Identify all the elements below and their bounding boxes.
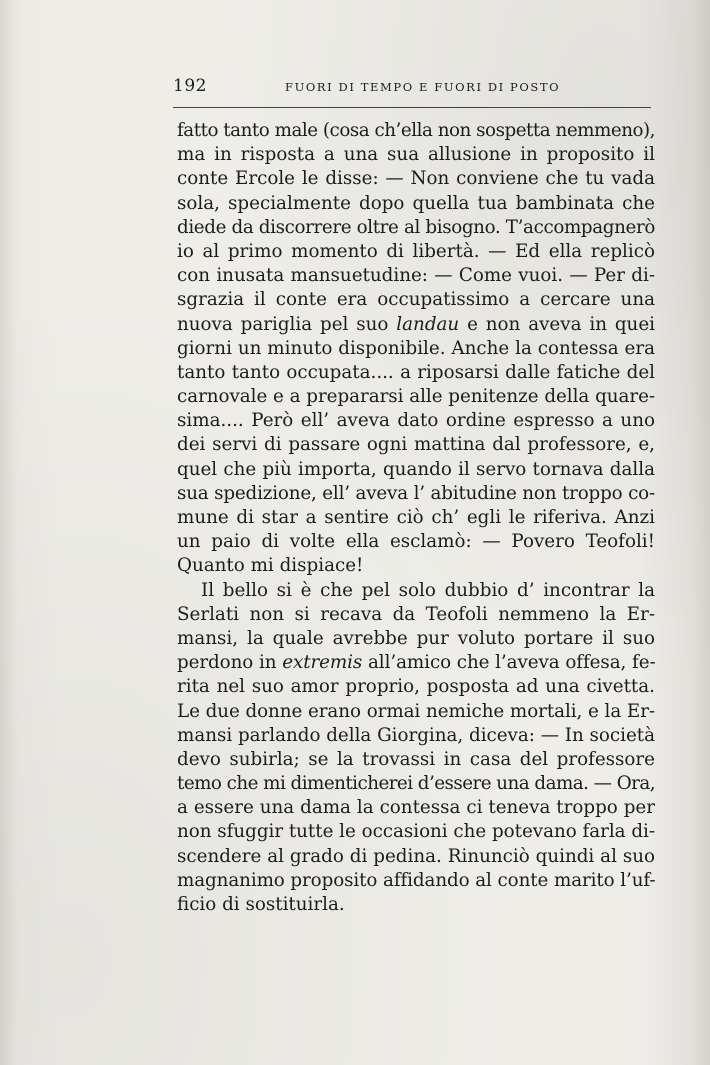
text-line: io al primo momento di libertà. — Ed ella replicò: [177, 240, 655, 262]
page-number: 192: [173, 76, 207, 96]
text-line: perdono in extremis all’amico che l’aveva offesa, fe-: [177, 652, 656, 674]
text-line: Le due donne erano ormai nemiche mortali, e la Er-: [177, 700, 656, 722]
text-line: conte Ercole le disse: — Non conviene che tu vada: [177, 168, 655, 190]
text-line: sola, specialmente dopo quella tua bambinata che: [177, 192, 655, 214]
text-line: quel che più importa, quando il servo tornava dalla: [177, 458, 655, 480]
text-line: carnovale e a prepararsi alle penitenze della quare-: [177, 386, 655, 408]
text-line: sgrazia il conte era occupatissimo a cercare una: [177, 289, 655, 311]
text-line: tanto tanto occupata.... a riposarsi dalle fatiche del: [177, 361, 655, 383]
text-line: con inusata mansuetudine: — Come vuoi. — Per di-: [177, 265, 655, 287]
text-line: sima.... Però ell’ aveva dato ordine espresso a uno: [177, 410, 655, 432]
text-line: ficio di sostituirla.: [177, 894, 345, 915]
text-line: mansi, la quale avrebbe pur voluto portare il suo: [177, 627, 655, 649]
text-line: a essere una dama la contessa ci teneva troppo per: [177, 797, 655, 819]
text-line: dei servi di passare ogni mattina dal professore, e,: [177, 434, 655, 456]
text-line: fatto tanto male (cosa ch’ella non sospetta nemmeno),: [177, 120, 656, 141]
text-line: devo subirla; se la trovassi in casa del professore: [177, 748, 655, 770]
text-line: nuova pariglia pel suo landau e non aveva in quei: [177, 313, 655, 335]
running-head: [173, 76, 651, 102]
text-line: Quanto mi dispiace!: [177, 555, 364, 577]
running-title: FUORI DI TEMPO E FUORI DI POSTO: [285, 80, 561, 94]
text-line: un paio di volte ella esclamò: — Povero Teofoli!: [177, 531, 655, 553]
text-line: rita nel suo amor proprio, posposta ad una civetta.: [177, 676, 655, 698]
text-line: sua spedizione, ell’ aveva l’ abitudine non troppo co-: [177, 482, 655, 504]
text-line: scendere al grado di pedina. Rinunciò quindi al suo: [177, 845, 655, 867]
text-line: diede da discorrere oltre al bisogno. T’accompagnerò: [177, 216, 655, 238]
body-text: [177, 119, 655, 917]
text-line: ma in risposta a una sua allusione in proposito il: [177, 144, 655, 166]
text-line: mansi parlando della Giorgina, diceva: — In società: [177, 724, 655, 746]
text-line: non sfuggir tutte le occasioni che potevano farla di-: [177, 821, 655, 843]
header-rule: [173, 107, 651, 108]
text-line: Serlati non si recava da Teofoli nemmeno la Er-: [177, 603, 655, 625]
text-line: Il bello si è che pel solo dubbio d’ incontrar la: [201, 579, 655, 601]
text-line: temo che mi dimenticherei d’essere una dama. — Ora,: [177, 773, 656, 795]
text-line: mune di star a sentire ciò ch’ egli le riferiva. Anzi: [177, 507, 655, 528]
text-line: giorni un minuto disponibile. Anche la contessa era: [177, 337, 655, 359]
text-line: magnanimo proposito affidando al conte marito l’uf-: [177, 869, 656, 891]
